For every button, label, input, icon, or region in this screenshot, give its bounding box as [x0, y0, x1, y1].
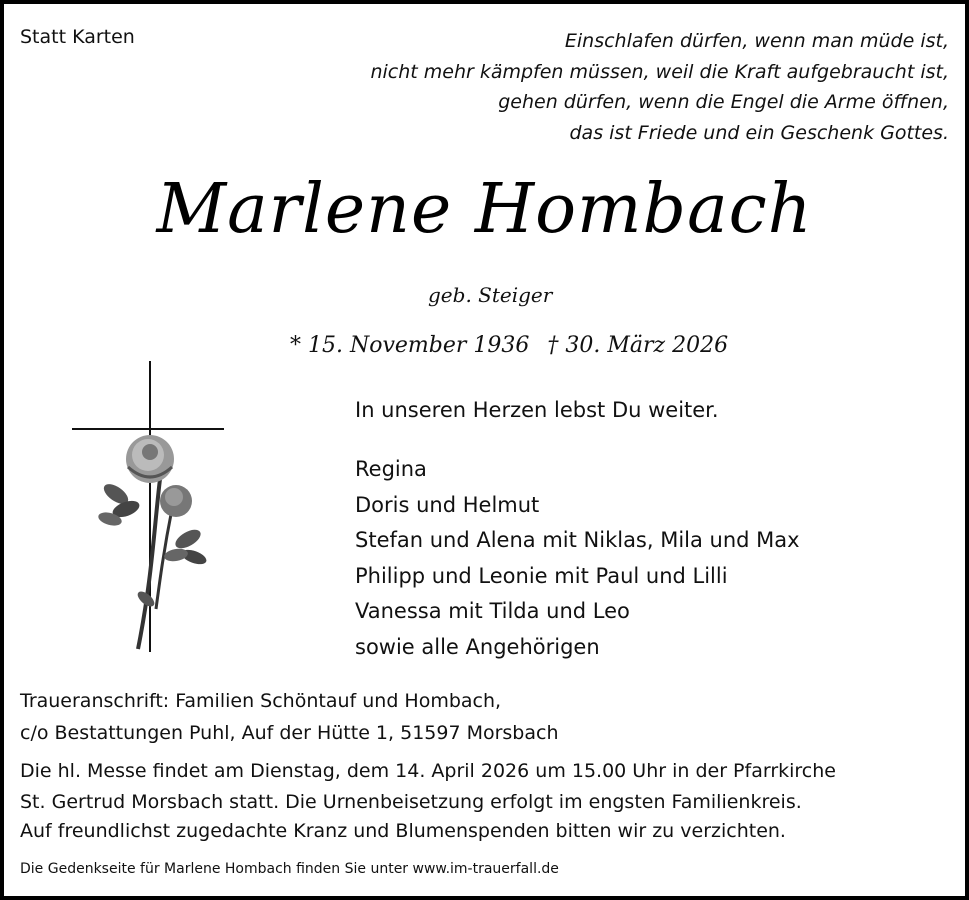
mourners-list: [355, 452, 800, 665]
poem-line: Einschlafen dürfen, wenn man müde ist,: [564, 30, 949, 52]
list-item: Regina: [355, 457, 427, 481]
list-item: Stefan und Alena mit Niklas, Mila und Max: [355, 528, 800, 552]
memorial-page-note: Die Gedenkseite für Marlene Hombach finden Sie unter www.im-trauerfall.de: [20, 861, 559, 877]
cross-rose-icon: [68, 359, 228, 659]
donations-note: Auf freundlichst zugedachte Kranz und Blumenspenden bitten wir zu verzichten.: [20, 820, 786, 842]
birth-name: geb. Steiger: [428, 283, 553, 307]
poem: [370, 26, 949, 148]
life-dates: [290, 333, 746, 358]
death-date: † 30. März 2026: [547, 333, 729, 358]
poem-line: das ist Friede und ein Geschenk Gottes.: [569, 121, 949, 144]
poem-line: nicht mehr kämpfen müssen, weil die Kraft aufgebraucht ist,: [370, 60, 949, 83]
farewell-line: In unseren Herzen lebst Du weiter.: [355, 398, 719, 422]
list-item: sowie alle Angehörigen: [355, 634, 600, 659]
list-item: Philipp und Leonie mit Paul und Lilli: [355, 563, 728, 588]
service-line: Die hl. Messe findet am Dienstag, dem 14. April 2026 um 15.00 Uhr in der Pfarrkirche: [20, 760, 836, 782]
list-item: Doris und Helmut: [355, 492, 540, 517]
deceased-name: Marlene Hombach: [156, 170, 813, 249]
service-info: [20, 756, 836, 818]
birth-date: * 15. November 1936: [290, 333, 530, 358]
address-line: Traueranschrift: Familien Schöntauf und Hombach,: [20, 690, 502, 712]
list-item: Vanessa mit Tilda und Leo: [355, 599, 630, 623]
service-line: St. Gertrud Morsbach statt. Die Urnenbeisetzung erfolgt im engsten Familienkreis.: [20, 791, 802, 813]
header-statt-karten: Statt Karten: [20, 26, 135, 48]
mourning-address: [20, 685, 559, 749]
address-line: c/o Bestattungen Puhl, Auf der Hütte 1, 51597 Morsbach: [20, 722, 559, 744]
poem-line: gehen dürfen, wenn die Engel die Arme öffnen,: [498, 91, 949, 113]
